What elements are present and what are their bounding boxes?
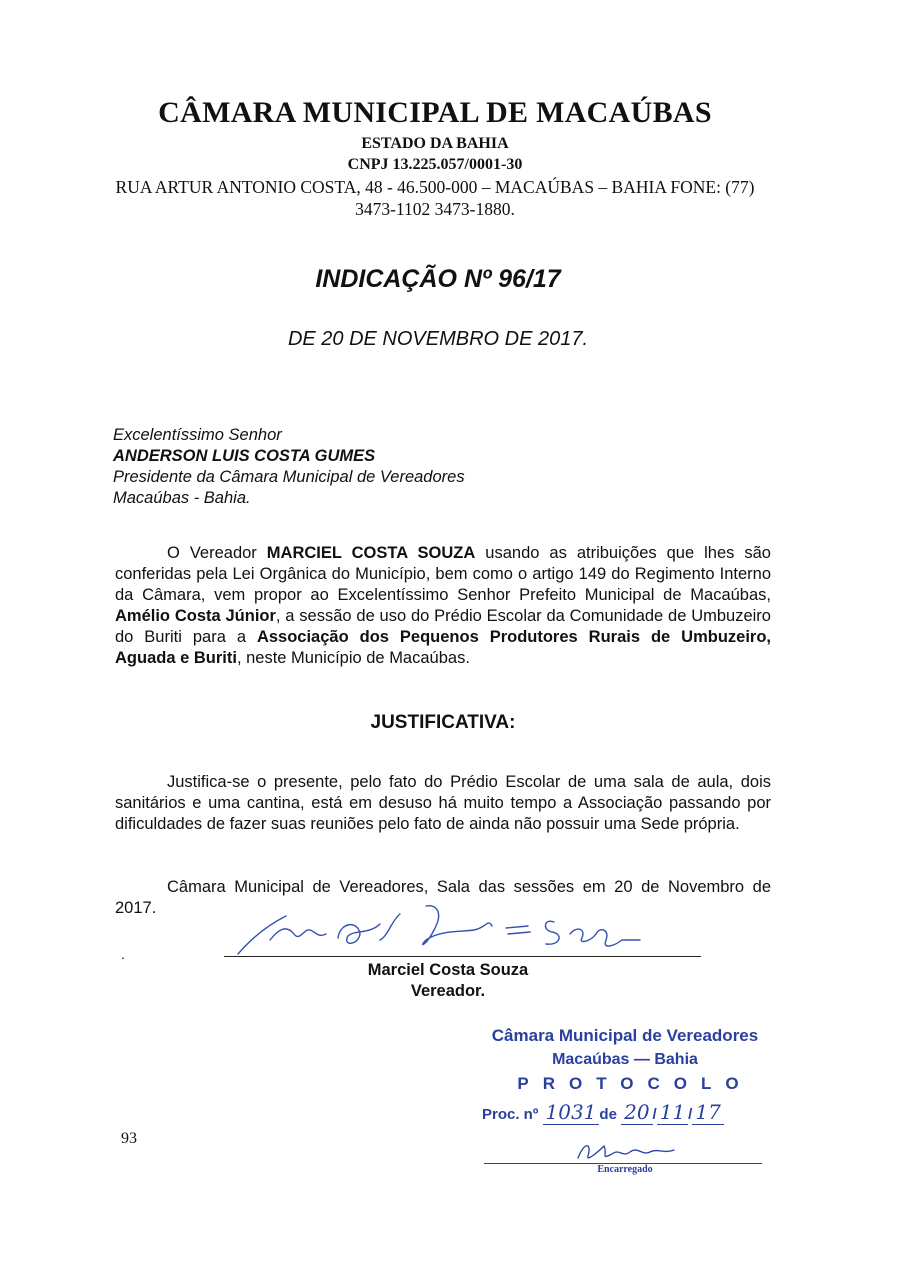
handwritten-signature	[230, 900, 660, 962]
address-line: RUA ARTUR ANTONIO COSTA, 48 - 46.500-000 – MACAÚBAS – BAHIA FONE: (77) 3473-1102 3473-1880.	[115, 177, 755, 219]
stamp-city-line: Macaúbas — Bahia	[552, 1051, 698, 1068]
stamp-chamber-line: Câmara Municipal de Vereadores	[491, 1026, 759, 1045]
closing-paragraph: Câmara Municipal de Vereadores, Sala das sessões em 20 de Novembro de 2017.	[115, 878, 771, 917]
addressee-name: ANDERSON LUIS COSTA GUMES	[113, 447, 376, 465]
stamp-clerk-label: Encarregado	[597, 1164, 653, 1175]
chamber-title: CÂMARA MUNICIPAL DE MACAÚBAS	[158, 96, 712, 129]
addressee-salutation: Excelentíssimo Senhor	[113, 426, 282, 444]
stamp-proc-number: 1031	[543, 1100, 600, 1125]
p1-part-a: O Vereador	[167, 544, 267, 562]
signatory-name: Marciel Costa Souza	[367, 961, 529, 979]
addressee-block	[113, 425, 465, 509]
signatory-block	[300, 960, 596, 1002]
p1-part-b: usando as atribuições que lhes são conferidas pela Lei Orgânica do Município, bem como o artigo 149 do Regimento Interno da Câmara, vem propor ao Excelentíssimo Senhor Prefeito Municipal de Macaúbas,	[115, 544, 771, 604]
stamp-year: 17	[692, 1100, 723, 1125]
state-line: ESTADO DA BAHIA	[361, 135, 509, 152]
prefeito-name: Amélio Costa Júnior	[115, 607, 276, 625]
signature-line	[224, 956, 701, 957]
stamp-sep-1: /	[652, 1106, 657, 1123]
justification-heading: JUSTIFICATIVA:	[370, 712, 516, 733]
stamp-protocol-line: PROTOCOLO	[517, 1074, 753, 1093]
stamp-de-label: de	[599, 1106, 617, 1123]
stamp-sep-2: /	[688, 1106, 693, 1123]
stamp-month: 11	[657, 1100, 688, 1125]
stamp-process-line	[482, 1100, 724, 1124]
association-name: Associação dos Pequenos Produtores Rurais de Umbuzeiro, Aguada e Buriti	[115, 628, 772, 667]
p1-part-c: , a sessão de uso do Prédio Escolar da Comunidade de Umbuzeiro do Buriti para a	[115, 607, 771, 646]
addressee-role: Presidente da Câmara Municipal de Vereadores	[113, 468, 465, 486]
p1-part-d: , neste Município de Macaúbas.	[236, 649, 470, 667]
vereador-name: MARCIEL COSTA SOUZA	[266, 544, 476, 562]
page-number: 93	[121, 1130, 137, 1147]
justification-paragraph: Justifica-se o presente, pelo fato do Prédio Escolar de uma sala de aula, dois sanitários e uma cantina, está em desuso há muito tempo a Associação passando por dificuldades de fazer suas reuniões pelo fato de ainda não possuir uma Sede própria.	[115, 773, 771, 833]
signatory-role: Vereador.	[410, 982, 486, 1000]
proposal-paragraph	[115, 543, 771, 669]
addressee-place: Macaúbas - Bahia.	[113, 489, 251, 507]
indication-date: DE 20 DE NOVEMBRO DE 2017.	[287, 328, 589, 350]
stamp-clerk-signature	[570, 1138, 690, 1164]
stamp-proc-label: Proc. nº	[482, 1106, 539, 1123]
stray-dot: .	[121, 946, 125, 962]
protocol-stamp	[470, 1018, 780, 1188]
stamp-day: 20	[621, 1100, 652, 1125]
indication-title: INDICAÇÃO Nº 96/17	[315, 265, 561, 293]
cnpj-line: CNPJ 13.225.057/0001-30	[347, 156, 523, 173]
